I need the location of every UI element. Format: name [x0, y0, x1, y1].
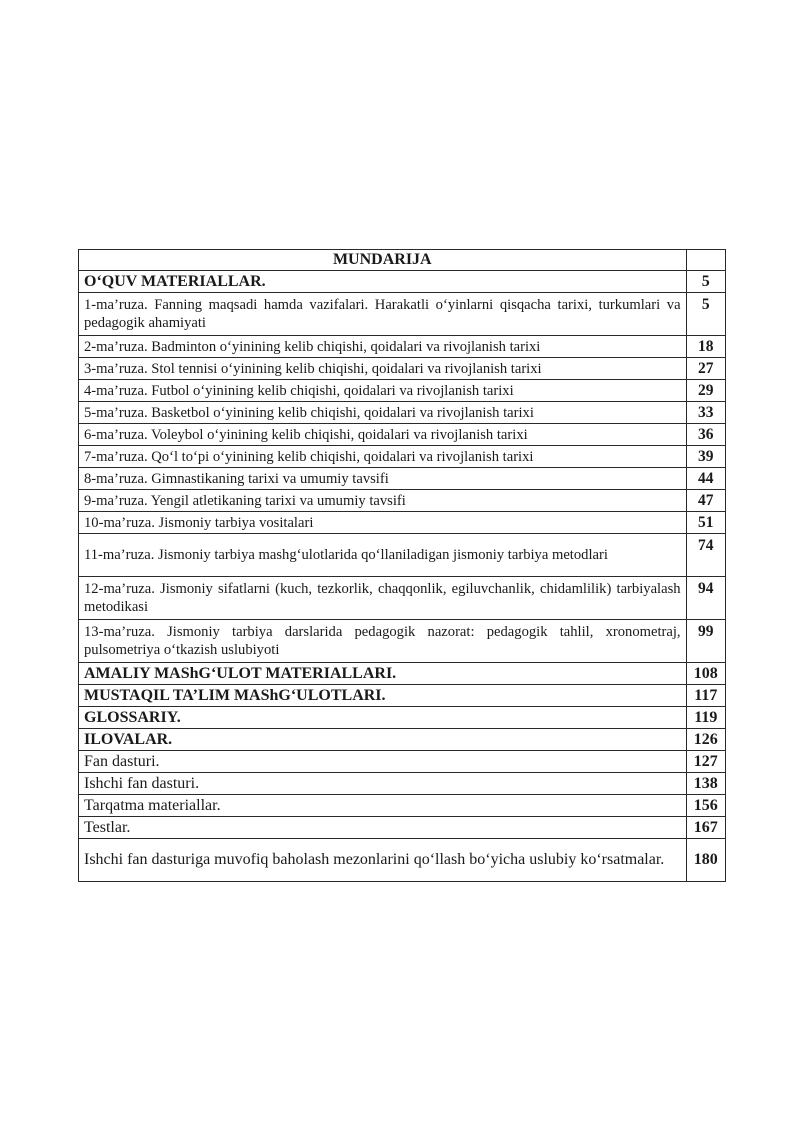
toc-entry-page: 44	[686, 468, 725, 490]
toc-entry-page: 119	[686, 707, 725, 729]
toc-entry-page: 39	[686, 446, 725, 468]
toc-entry-title: Fan dasturi.	[79, 751, 687, 773]
toc-entry-title: Ishchi fan dasturi.	[79, 773, 687, 795]
toc-entry-page: 126	[686, 729, 725, 751]
toc-entry-title: AMALIY MAShG‘ULOT MATERIALLARI.	[79, 663, 687, 685]
toc-entry-page: 156	[686, 795, 725, 817]
toc-entry-page: 74	[686, 534, 725, 577]
toc-entry-title: 12-ma’ruza. Jismoniy sifatlarni (kuch, tezkorlik, chaqqonlik, egiluvchanlik, chidamlilik) tarbiyalash metodikasi	[79, 577, 687, 620]
toc-entry-title: 10-ma’ruza. Jismoniy tarbiya vositalari	[79, 512, 687, 534]
toc-row	[79, 751, 726, 773]
toc-entry-title: GLOSSARIY.	[79, 707, 687, 729]
toc-entry-page: 5	[686, 271, 725, 293]
toc-entry-page: 29	[686, 380, 725, 402]
toc-entry-page: 36	[686, 424, 725, 446]
toc-entry-page: 27	[686, 358, 725, 380]
toc-entry-page: 94	[686, 577, 725, 620]
toc-row	[79, 424, 726, 446]
toc-entry-title: 7-ma’ruza. Qo‘l to‘pi o‘yinining kelib chiqishi, qoidalari va rivojlanish tarixi	[79, 446, 687, 468]
toc-row	[79, 685, 726, 707]
toc-entry-title: Ishchi fan dasturiga muvofiq baholash mezonlarini qo‘llash bo‘yicha uslubiy ko‘rsatmalar.	[79, 839, 687, 882]
toc-entry-page: 180	[686, 839, 725, 882]
toc-row	[79, 271, 726, 293]
toc-row	[79, 577, 726, 620]
toc-row	[79, 620, 726, 663]
toc-row	[79, 729, 726, 751]
toc-entry-page: 167	[686, 817, 725, 839]
toc-entry-title: 11-ma’ruza. Jismoniy tarbiya mashg‘ulotlarida qo‘llaniladigan jismoniy tarbiya metodlari	[79, 534, 687, 577]
toc-entry-title: 8-ma’ruza. Gimnastikaning tarixi va umumiy tavsifi	[79, 468, 687, 490]
toc-entry-title: 4-ma’ruza. Futbol o‘yinining kelib chiqishi, qoidalari va rivojlanish tarixi	[79, 380, 687, 402]
toc-entry-page: 138	[686, 773, 725, 795]
toc-heading-page-cell	[686, 250, 725, 271]
toc-header-row	[79, 250, 726, 271]
toc-entry-page: 18	[686, 336, 725, 358]
toc-row	[79, 663, 726, 685]
toc-entry-title: Testlar.	[79, 817, 687, 839]
toc-row	[79, 490, 726, 512]
toc-row	[79, 380, 726, 402]
toc-row	[79, 446, 726, 468]
toc-row	[79, 839, 726, 882]
toc-row	[79, 468, 726, 490]
toc-heading: MUNDARIJA	[79, 250, 687, 271]
table-of-contents	[78, 249, 726, 882]
toc-entry-title: 1-ma’ruza. Fanning maqsadi hamda vazifalari. Harakatli o‘yinlarni qisqacha tarixi, turkumlari va pedagogik ahamiyati	[79, 293, 687, 336]
toc-entry-page: 117	[686, 685, 725, 707]
toc-entry-title: 13-ma’ruza. Jismoniy tarbiya darslarida pedagogik nazorat: pedagogik tahlil, xronometraj, pulsometriya o‘tkazish uslubiyoti	[79, 620, 687, 663]
toc-row	[79, 795, 726, 817]
toc-entry-page: 5	[686, 293, 725, 336]
toc-entry-title: ILOVALAR.	[79, 729, 687, 751]
toc-row	[79, 402, 726, 424]
toc-entry-title: 6-ma’ruza. Voleybol o‘yinining kelib chiqishi, qoidalari va rivojlanish tarixi	[79, 424, 687, 446]
toc-row	[79, 336, 726, 358]
toc-row	[79, 534, 726, 577]
toc-entry-title: 5-ma’ruza. Basketbol o‘yinining kelib chiqishi, qoidalari va rivojlanish tarixi	[79, 402, 687, 424]
toc-entry-title: 9-ma’ruza. Yengil atletikaning tarixi va umumiy tavsifi	[79, 490, 687, 512]
toc-entry-title: 3-ma’ruza. Stol tennisi o‘yinining kelib chiqishi, qoidalari va rivojlanish tarixi	[79, 358, 687, 380]
toc-entry-page: 99	[686, 620, 725, 663]
toc-entry-page: 127	[686, 751, 725, 773]
toc-row	[79, 293, 726, 336]
toc-entry-page: 33	[686, 402, 725, 424]
toc-entry-title: O‘QUV MATERIALLAR.	[79, 271, 687, 293]
toc-entry-title: Tarqatma materiallar.	[79, 795, 687, 817]
toc-entry-title: MUSTAQIL TA’LIM MAShG‘ULOTLARI.	[79, 685, 687, 707]
toc-row	[79, 512, 726, 534]
toc-row	[79, 358, 726, 380]
toc-entry-page: 108	[686, 663, 725, 685]
toc-entry-page: 47	[686, 490, 725, 512]
toc-row	[79, 817, 726, 839]
toc-row	[79, 773, 726, 795]
toc-entry-page: 51	[686, 512, 725, 534]
toc-entry-title: 2-ma’ruza. Badminton o‘yinining kelib chiqishi, qoidalari va rivojlanish tarixi	[79, 336, 687, 358]
toc-row	[79, 707, 726, 729]
